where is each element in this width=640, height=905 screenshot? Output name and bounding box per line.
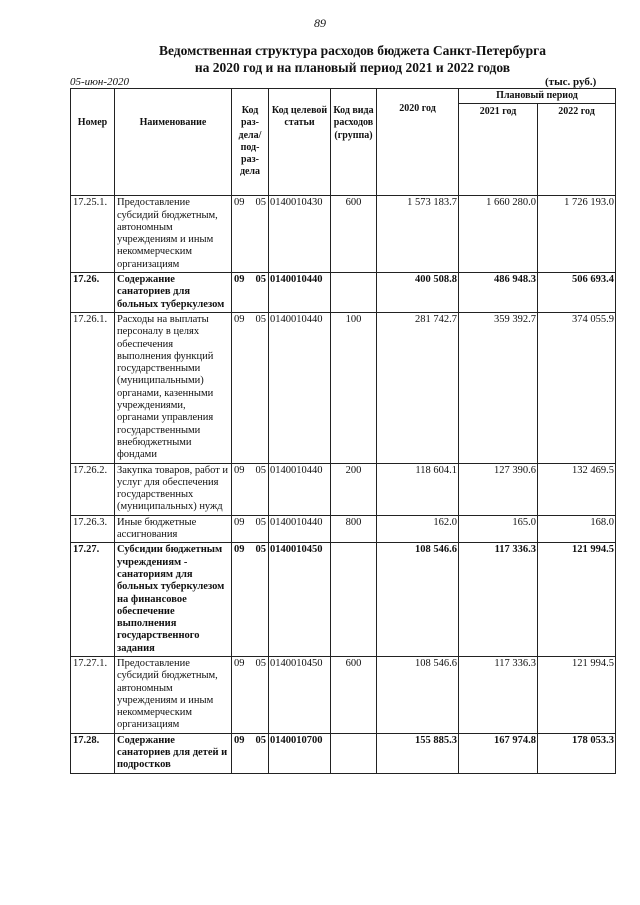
row-target-article: 0140010440 (269, 312, 331, 463)
table-row (71, 515, 616, 543)
header-year-2022: 2022 год (538, 104, 616, 196)
row-number: 17.26.2. (71, 463, 115, 515)
row-target-article: 0140010450 (269, 656, 331, 733)
row-number: 17.26. (71, 273, 115, 313)
row-amount-2020: 281 742.7 (377, 312, 459, 463)
row-amount-2022: 132 469.5 (538, 463, 616, 515)
row-target-article: 0140010430 (269, 196, 331, 273)
row-amount-2021: 117 336.3 (459, 656, 538, 733)
row-amount-2021: 117 336.3 (459, 543, 538, 657)
row-number: 17.26.3. (71, 515, 115, 543)
header-target-article: Код целевой статьи (269, 89, 331, 196)
header-year-2020: 2020 год (377, 89, 459, 196)
header-planned-period: Плановый период (459, 89, 616, 104)
row-amount-2022: 1 726 193.0 (538, 196, 616, 273)
row-expense-type: 100 (331, 312, 377, 463)
row-name: Расходы на выплаты персоналу в целях обеспечения выполнения функций государственными (муниципальными) органами, казенными учреждениями, органами управления государственными внебюджетными фондами (115, 312, 232, 463)
row-subsection-code: 05 (255, 544, 266, 556)
row-razdel (232, 463, 269, 515)
header-razdel: Код раз-дела/ под-раз-дела (232, 89, 269, 196)
row-expense-type: 800 (331, 515, 377, 543)
row-expense-type (331, 273, 377, 313)
row-expense-type (331, 543, 377, 657)
table-row (71, 543, 616, 657)
row-name: Иные бюджетные ассигнования (115, 515, 232, 543)
row-amount-2021: 167 974.8 (459, 733, 538, 773)
row-amount-2022: 168.0 (538, 515, 616, 543)
row-subsection-code: 05 (255, 657, 266, 669)
row-name: Субсидии бюджетным учреждениям - санаториям для больных туберкулезом на финансовое обеспечение выполнения государственного задания (115, 543, 232, 657)
row-amount-2020: 108 546.6 (377, 656, 459, 733)
row-razdel (232, 273, 269, 313)
row-amount-2022: 121 994.5 (538, 543, 616, 657)
units-label: (тыс. руб.) (545, 76, 597, 88)
row-number: 17.27.1. (71, 656, 115, 733)
row-name: Закупка товаров, работ и услуг для обеспечения государственных (муниципальных) нужд (115, 463, 232, 515)
row-razdel (232, 515, 269, 543)
row-amount-2020: 155 885.3 (377, 733, 459, 773)
row-section-code: 09 (234, 274, 245, 286)
row-amount-2020: 162.0 (377, 515, 459, 543)
row-razdel (232, 543, 269, 657)
row-amount-2020: 118 604.1 (377, 463, 459, 515)
row-section-code: 09 (234, 657, 245, 669)
table-row (71, 656, 616, 733)
row-target-article: 0140010700 (269, 733, 331, 773)
header-year-2021: 2021 год (459, 104, 538, 196)
row-expense-type: 600 (331, 656, 377, 733)
row-subsection-code: 05 (255, 516, 266, 528)
row-amount-2021: 359 392.7 (459, 312, 538, 463)
row-subsection-code: 05 (255, 464, 266, 476)
table-body (71, 196, 616, 773)
table-row (71, 312, 616, 463)
row-amount-2022: 374 055.9 (538, 312, 616, 463)
header-number: Номер (71, 89, 115, 196)
row-amount-2020: 400 508.8 (377, 273, 459, 313)
row-subsection-code: 05 (255, 734, 266, 746)
title-line-2: на 2020 год и на плановый период 2021 и 2022 годов (194, 60, 511, 75)
row-amount-2021: 1 660 280.0 (459, 196, 538, 273)
row-subsection-code: 05 (255, 197, 266, 209)
row-razdel (232, 196, 269, 273)
row-target-article: 0140010450 (269, 543, 331, 657)
budget-table (70, 88, 616, 774)
row-subsection-code: 05 (255, 313, 266, 325)
row-section-code: 09 (234, 464, 245, 476)
row-razdel (232, 733, 269, 773)
table-row (71, 463, 616, 515)
row-name: Содержание санаториев для детей и подростков (115, 733, 232, 773)
row-number: 17.27. (71, 543, 115, 657)
row-target-article: 0140010440 (269, 273, 331, 313)
page-number: 89 (314, 16, 326, 30)
table-row (71, 196, 616, 273)
row-number: 17.28. (71, 733, 115, 773)
row-section-code: 09 (234, 313, 245, 325)
row-amount-2020: 108 546.6 (377, 543, 459, 657)
row-razdel (232, 312, 269, 463)
document-date: 05-июн-2020 (70, 76, 130, 88)
row-expense-type: 600 (331, 196, 377, 273)
row-name: Содержание санаториев для больных туберкулезом (115, 273, 232, 313)
table-row (71, 733, 616, 773)
header-name: Наименование (115, 89, 232, 196)
row-number: 17.25.1. (71, 196, 115, 273)
document-title (100, 42, 605, 76)
row-target-article: 0140010440 (269, 463, 331, 515)
row-section-code: 09 (234, 197, 245, 209)
row-section-code: 09 (234, 544, 245, 556)
row-expense-type (331, 733, 377, 773)
row-amount-2021: 127 390.6 (459, 463, 538, 515)
row-name: Предоставление субсидий бюджетным, автономным учреждениям и иным некоммерческим организациям (115, 656, 232, 733)
row-amount-2020: 1 573 183.7 (377, 196, 459, 273)
row-section-code: 09 (234, 734, 245, 746)
title-line-1: Ведомственная структура расходов бюджета Санкт-Петербурга (158, 43, 547, 58)
row-amount-2022: 178 053.3 (538, 733, 616, 773)
row-expense-type: 200 (331, 463, 377, 515)
row-amount-2021: 165.0 (459, 515, 538, 543)
row-amount-2021: 486 948.3 (459, 273, 538, 313)
row-subsection-code: 05 (255, 274, 266, 286)
row-razdel (232, 656, 269, 733)
row-target-article: 0140010440 (269, 515, 331, 543)
row-section-code: 09 (234, 516, 245, 528)
row-amount-2022: 506 693.4 (538, 273, 616, 313)
header-expense-type: Код вида расходов (группа) (331, 89, 377, 196)
row-number: 17.26.1. (71, 312, 115, 463)
table-row (71, 273, 616, 313)
row-name: Предоставление субсидий бюджетным, автономным учреждениям и иным некоммерческим организациям (115, 196, 232, 273)
row-amount-2022: 121 994.5 (538, 656, 616, 733)
